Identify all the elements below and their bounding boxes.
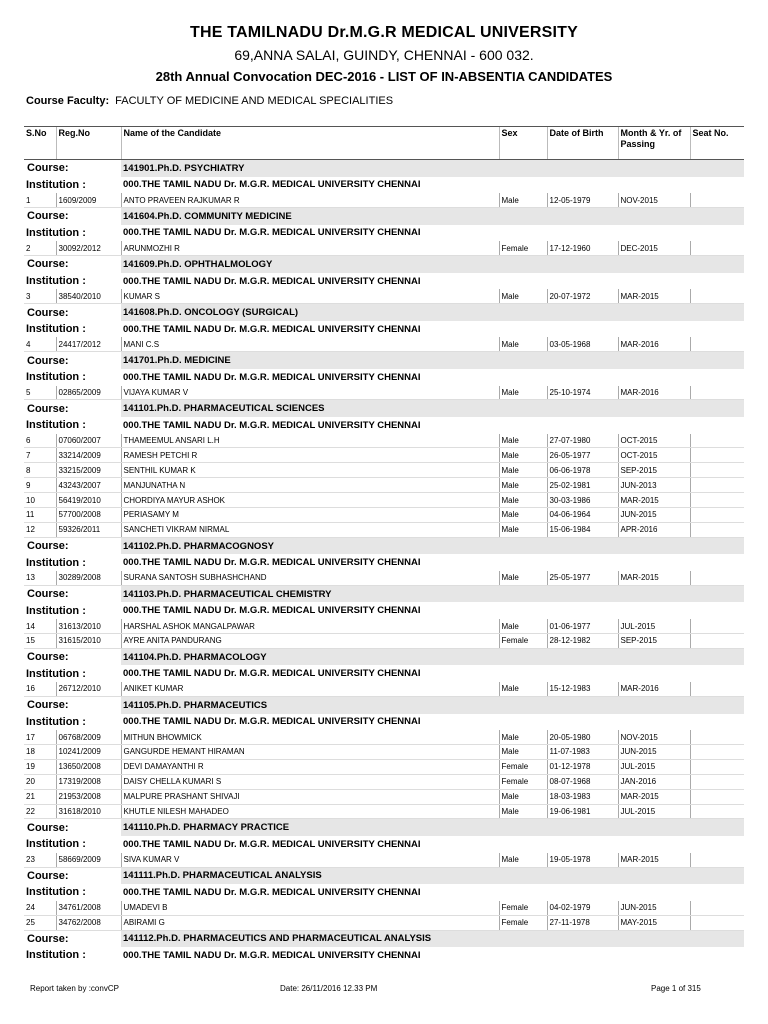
cell-sex: Female	[499, 759, 547, 774]
table-row	[24, 386, 744, 400]
table-row	[24, 804, 744, 819]
cell-dob: 08-07-1968	[547, 774, 618, 789]
cell-dob: 28-12-1982	[547, 633, 618, 648]
cell-sno: 23	[24, 853, 56, 867]
cell-name: GANGURDE HEMANT HIRAMAN	[121, 745, 499, 760]
cell-regno: 13650/2008	[56, 759, 121, 774]
institution-row	[24, 714, 744, 731]
cell-regno: 56419/2010	[56, 493, 121, 508]
course-label: Course:	[24, 585, 121, 602]
cell-seat	[690, 478, 744, 493]
table-row	[24, 478, 744, 493]
footer-page-number: Page 1 of 315	[651, 984, 701, 993]
table-row	[24, 193, 744, 207]
table-row	[24, 774, 744, 789]
institution-label: Institution :	[26, 275, 86, 288]
cell-seat	[690, 522, 744, 537]
institution-label: Institution :	[26, 886, 86, 899]
cell-passing: JUN-2015	[618, 745, 690, 760]
cell-sex: Female	[499, 774, 547, 789]
cell-passing: MAR-2015	[618, 789, 690, 804]
cell-passing: JUL-2015	[618, 759, 690, 774]
cell-sex: Male	[499, 571, 547, 585]
course-name: 141901.Ph.D. PSYCHIATRY	[121, 160, 744, 177]
institution-label: Institution :	[26, 371, 86, 384]
cell-dob: 25-10-1974	[547, 386, 618, 400]
cell-sex: Male	[499, 463, 547, 478]
cell-regno: 31618/2010	[56, 804, 121, 819]
cell-passing: MAR-2016	[618, 682, 690, 696]
institution-label: Institution :	[26, 323, 86, 336]
cell-seat	[690, 804, 744, 819]
cell-dob: 25-05-1977	[547, 571, 618, 585]
cell-regno: 59326/2011	[56, 522, 121, 537]
cell-passing: NOV-2015	[618, 730, 690, 744]
course-label: Course:	[24, 208, 121, 225]
cell-regno: 07060/2007	[56, 434, 121, 448]
table-body	[24, 160, 744, 964]
cell-name: SENTHIL KUMAR K	[121, 463, 499, 478]
cell-passing: MAR-2015	[618, 493, 690, 508]
institution-row	[24, 836, 744, 853]
cell-passing: MAR-2015	[618, 853, 690, 867]
cell-seat	[690, 337, 744, 351]
cell-seat	[690, 915, 744, 930]
cell-sno: 1	[24, 193, 56, 207]
course-name: 141110.Ph.D. PHARMACY PRACTICE	[121, 819, 744, 836]
table-row	[24, 508, 744, 523]
cell-sno: 19	[24, 759, 56, 774]
cell-dob: 06-06-1978	[547, 463, 618, 478]
course-name: 141103.Ph.D. PHARMACEUTICAL CHEMISTRY	[121, 585, 744, 602]
institution-label: Institution :	[26, 949, 86, 962]
cell-sno: 3	[24, 289, 56, 303]
institution-row	[24, 273, 744, 290]
table-row	[24, 289, 744, 303]
column-header-sex: Sex	[499, 127, 547, 160]
table-row	[24, 619, 744, 633]
cell-regno: 17319/2008	[56, 774, 121, 789]
table-row	[24, 448, 744, 463]
institution-name: 000.THE TAMIL NADU Dr. M.G.R. MEDICAL UNIVERSITY CHENNAI	[123, 275, 421, 287]
course-row	[24, 867, 744, 884]
cell-seat	[690, 193, 744, 207]
cell-dob: 18-03-1983	[547, 789, 618, 804]
cell-regno: 34761/2008	[56, 901, 121, 915]
cell-sex: Male	[499, 508, 547, 523]
table-row	[24, 730, 744, 744]
institution-label: Institution :	[26, 715, 86, 728]
column-header-seat: Seat No.	[690, 127, 744, 160]
course-label: Course:	[24, 256, 121, 273]
cell-name: PERIASAMY M	[121, 508, 499, 523]
cell-sex: Male	[499, 448, 547, 463]
cell-sno: 24	[24, 901, 56, 915]
institution-label: Institution :	[26, 419, 86, 432]
column-header-name: Name of the Candidate	[121, 127, 499, 160]
cell-seat	[690, 789, 744, 804]
table-row	[24, 463, 744, 478]
cell-dob: 26-05-1977	[547, 448, 618, 463]
cell-regno: 30289/2008	[56, 571, 121, 585]
institution-name: 000.THE TAMIL NADU Dr. M.G.R. MEDICAL UNIVERSITY CHENNAI	[123, 838, 421, 850]
cell-sno: 4	[24, 337, 56, 351]
cell-sno: 22	[24, 804, 56, 819]
course-row	[24, 256, 744, 273]
course-label: Course:	[24, 352, 121, 369]
course-row	[24, 304, 744, 321]
institution-label: Institution :	[26, 226, 86, 239]
cell-sex: Female	[499, 241, 547, 255]
cell-sno: 16	[24, 682, 56, 696]
cell-sno: 21	[24, 789, 56, 804]
cell-seat	[690, 463, 744, 478]
table-row	[24, 789, 744, 804]
cell-dob: 27-07-1980	[547, 434, 618, 448]
institution-row	[24, 321, 744, 338]
institution-row	[24, 225, 744, 242]
cell-name: DAISY CHELLA KUMARI S	[121, 774, 499, 789]
table-row	[24, 915, 744, 930]
cell-sno: 14	[24, 619, 56, 633]
cell-passing: SEP-2015	[618, 463, 690, 478]
cell-dob: 19-05-1978	[547, 853, 618, 867]
cell-seat	[690, 619, 744, 633]
cell-regno: 24417/2012	[56, 337, 121, 351]
cell-passing: MAY-2015	[618, 915, 690, 930]
table-row	[24, 901, 744, 915]
cell-sno: 5	[24, 386, 56, 400]
course-label: Course:	[24, 867, 121, 884]
institution-row	[24, 417, 744, 434]
cell-seat	[690, 633, 744, 648]
cell-name: THAMEEMUL ANSARI L.H	[121, 434, 499, 448]
cell-passing: MAR-2016	[618, 337, 690, 351]
cell-sex: Male	[499, 337, 547, 351]
table-row	[24, 745, 744, 760]
cell-dob: 04-02-1979	[547, 901, 618, 915]
cell-seat	[690, 774, 744, 789]
cell-dob: 20-05-1980	[547, 730, 618, 744]
course-row	[24, 648, 744, 665]
cell-regno: 10241/2009	[56, 745, 121, 760]
institution-label: Institution :	[26, 667, 86, 680]
course-name: 141608.Ph.D. ONCOLOGY (SURGICAL)	[121, 304, 744, 321]
course-label: Course:	[24, 930, 121, 947]
cell-sex: Male	[499, 522, 547, 537]
column-header-dob: Date of Birth	[547, 127, 618, 160]
cell-sex: Female	[499, 633, 547, 648]
cell-dob: 01-12-1978	[547, 759, 618, 774]
cell-sno: 8	[24, 463, 56, 478]
cell-regno: 21953/2008	[56, 789, 121, 804]
course-name: 141105.Ph.D. PHARMACEUTICS	[121, 696, 744, 713]
cell-sno: 12	[24, 522, 56, 537]
course-label: Course:	[24, 537, 121, 554]
cell-seat	[690, 289, 744, 303]
cell-regno: 34762/2008	[56, 915, 121, 930]
cell-name: DEVI DAMAYANTHI R	[121, 759, 499, 774]
cell-passing: MAR-2015	[618, 289, 690, 303]
cell-seat	[690, 448, 744, 463]
table-row	[24, 522, 744, 537]
cell-name: ABIRAMI G	[121, 915, 499, 930]
course-label: Course:	[24, 819, 121, 836]
cell-passing: JUL-2015	[618, 804, 690, 819]
cell-dob: 01-06-1977	[547, 619, 618, 633]
course-name: 141609.Ph.D. OPHTHALMOLOGY	[121, 256, 744, 273]
candidates-table	[24, 126, 744, 964]
institution-name: 000.THE TAMIL NADU Dr. M.G.R. MEDICAL UNIVERSITY CHENNAI	[123, 716, 421, 728]
cell-seat	[690, 508, 744, 523]
course-label: Course:	[24, 400, 121, 417]
cell-dob: 12-05-1979	[547, 193, 618, 207]
column-header-sno: S.No	[24, 127, 56, 160]
cell-dob: 27-11-1978	[547, 915, 618, 930]
cell-name: MANI C.S	[121, 337, 499, 351]
institution-name: 000.THE TAMIL NADU Dr. M.G.R. MEDICAL UNIVERSITY CHENNAI	[123, 371, 421, 383]
table-row	[24, 682, 744, 696]
university-address: 69,ANNA SALAI, GUINDY, CHENNAI - 600 032.	[234, 47, 534, 63]
cell-sex: Male	[499, 853, 547, 867]
university-title: THE TAMILNADU Dr.M.G.R MEDICAL UNIVERSITY	[189, 24, 579, 41]
cell-seat	[690, 386, 744, 400]
cell-passing: MAR-2016	[618, 386, 690, 400]
cell-seat	[690, 730, 744, 744]
cell-name: VIJAYA KUMAR V	[121, 386, 499, 400]
cell-sno: 17	[24, 730, 56, 744]
table-row	[24, 633, 744, 648]
institution-name: 000.THE TAMIL NADU Dr. M.G.R. MEDICAL UNIVERSITY CHENNAI	[123, 179, 421, 191]
institution-label: Institution :	[26, 838, 86, 851]
cell-regno: 31613/2010	[56, 619, 121, 633]
cell-sex: Female	[499, 901, 547, 915]
cell-seat	[690, 241, 744, 255]
institution-label: Institution :	[26, 556, 86, 569]
table-row	[24, 853, 744, 867]
course-name: 141604.Ph.D. COMMUNITY MEDICINE	[121, 208, 744, 225]
institution-name: 000.THE TAMIL NADU Dr. M.G.R. MEDICAL UNIVERSITY CHENNAI	[123, 668, 421, 680]
cell-sex: Male	[499, 478, 547, 493]
cell-dob: 03-05-1968	[547, 337, 618, 351]
cell-name: UMADEVI B	[121, 901, 499, 915]
cell-sno: 9	[24, 478, 56, 493]
cell-dob: 19-06-1981	[547, 804, 618, 819]
institution-row	[24, 947, 744, 964]
institution-row	[24, 177, 744, 194]
cell-dob: 25-02-1981	[547, 478, 618, 493]
cell-dob: 15-06-1984	[547, 522, 618, 537]
cell-sex: Male	[499, 434, 547, 448]
cell-dob: 17-12-1960	[547, 241, 618, 255]
course-name: 141102.Ph.D. PHARMACOGNOSY	[121, 537, 744, 554]
institution-name: 000.THE TAMIL NADU Dr. M.G.R. MEDICAL UNIVERSITY CHENNAI	[123, 605, 421, 617]
institution-name: 000.THE TAMIL NADU Dr. M.G.R. MEDICAL UNIVERSITY CHENNAI	[123, 227, 421, 239]
cell-regno: 31615/2010	[56, 633, 121, 648]
cell-sno: 10	[24, 493, 56, 508]
course-faculty-label: Course Faculty:	[26, 95, 110, 107]
course-row	[24, 585, 744, 602]
course-row	[24, 160, 744, 177]
cell-seat	[690, 493, 744, 508]
cell-sex: Male	[499, 193, 547, 207]
cell-name: MANJUNATHA N	[121, 478, 499, 493]
institution-row	[24, 665, 744, 682]
cell-seat	[690, 682, 744, 696]
course-label: Course:	[24, 160, 121, 177]
course-name: 141112.Ph.D. PHARMACEUTICS AND PHARMACEUTICAL ANALYSIS	[121, 930, 744, 947]
table-row	[24, 571, 744, 585]
course-name: 141111.Ph.D. PHARMACEUTICAL ANALYSIS	[121, 867, 744, 884]
footer-report-taken-by: Report taken by :convCP	[30, 984, 119, 993]
table-row	[24, 241, 744, 255]
cell-seat	[690, 853, 744, 867]
institution-name: 000.THE TAMIL NADU Dr. M.G.R. MEDICAL UNIVERSITY CHENNAI	[123, 419, 421, 431]
course-label: Course:	[24, 648, 121, 665]
cell-regno: 38540/2010	[56, 289, 121, 303]
cell-sno: 13	[24, 571, 56, 585]
cell-sex: Male	[499, 682, 547, 696]
cell-passing: OCT-2015	[618, 434, 690, 448]
institution-name: 000.THE TAMIL NADU Dr. M.G.R. MEDICAL UNIVERSITY CHENNAI	[123, 949, 421, 961]
cell-regno: 43243/2007	[56, 478, 121, 493]
course-name: 141104.Ph.D. PHARMACOLOGY	[121, 648, 744, 665]
table-header-row	[24, 127, 744, 160]
cell-sno: 6	[24, 434, 56, 448]
footer-date: Date: 26/11/2016 12.33 PM	[280, 984, 378, 993]
cell-name: SURANA SANTOSH SUBHASHCHAND	[121, 571, 499, 585]
cell-name: ARUNMOZHI R	[121, 241, 499, 255]
cell-sex: Male	[499, 386, 547, 400]
document-title: 28th Annual Convocation DEC-2016 - LIST OF IN-ABSENTIA CANDIDATES	[155, 69, 613, 84]
cell-dob: 20-07-1972	[547, 289, 618, 303]
course-row	[24, 208, 744, 225]
cell-name: SANCHETI VIKRAM NIRMAL	[121, 522, 499, 537]
course-row	[24, 537, 744, 554]
course-name: 141101.Ph.D. PHARMACEUTICAL SCIENCES	[121, 400, 744, 417]
cell-passing: MAR-2015	[618, 571, 690, 585]
cell-name: ANIKET KUMAR	[121, 682, 499, 696]
cell-passing: JUN-2015	[618, 901, 690, 915]
cell-sno: 18	[24, 745, 56, 760]
cell-sno: 2	[24, 241, 56, 255]
cell-regno: 06768/2009	[56, 730, 121, 744]
cell-seat	[690, 901, 744, 915]
cell-passing: NOV-2015	[618, 193, 690, 207]
course-faculty	[26, 95, 393, 107]
cell-sex: Male	[499, 804, 547, 819]
cell-regno: 57700/2008	[56, 508, 121, 523]
cell-passing: JUL-2015	[618, 619, 690, 633]
cell-sno: 25	[24, 915, 56, 930]
cell-regno: 33215/2009	[56, 463, 121, 478]
institution-label: Institution :	[26, 604, 86, 617]
institution-row	[24, 602, 744, 619]
cell-name: SIVA KUMAR V	[121, 853, 499, 867]
cell-seat	[690, 759, 744, 774]
institution-name: 000.THE TAMIL NADU Dr. M.G.R. MEDICAL UNIVERSITY CHENNAI	[123, 557, 421, 569]
column-header-passing: Month & Yr. of Passing	[618, 127, 690, 160]
cell-passing: JUN-2013	[618, 478, 690, 493]
cell-name: MITHUN BHOWMICK	[121, 730, 499, 744]
cell-sex: Male	[499, 730, 547, 744]
course-row	[24, 819, 744, 836]
institution-row	[24, 369, 744, 386]
cell-sno: 11	[24, 508, 56, 523]
course-row	[24, 400, 744, 417]
institution-label: Institution :	[26, 178, 86, 191]
cell-dob: 30-03-1986	[547, 493, 618, 508]
cell-regno: 26712/2010	[56, 682, 121, 696]
cell-sno: 20	[24, 774, 56, 789]
cell-sno: 15	[24, 633, 56, 648]
cell-regno: 1609/2009	[56, 193, 121, 207]
cell-regno: 58669/2009	[56, 853, 121, 867]
institution-row	[24, 884, 744, 901]
cell-passing: OCT-2015	[618, 448, 690, 463]
table-row	[24, 337, 744, 351]
cell-regno: 33214/2009	[56, 448, 121, 463]
cell-sex: Male	[499, 289, 547, 303]
cell-sex: Male	[499, 493, 547, 508]
course-faculty-value: FACULTY OF MEDICINE AND MEDICAL SPECIALITIES	[115, 95, 394, 107]
institution-row	[24, 554, 744, 571]
cell-sex: Male	[499, 619, 547, 633]
cell-name: KHUTLE NILESH MAHADEO	[121, 804, 499, 819]
column-header-regno: Reg.No	[56, 127, 121, 160]
cell-name: RAMESH PETCHI R	[121, 448, 499, 463]
institution-name: 000.THE TAMIL NADU Dr. M.G.R. MEDICAL UNIVERSITY CHENNAI	[123, 886, 421, 898]
cell-name: AYRE ANITA PANDURANG	[121, 633, 499, 648]
cell-name: ANTO PRAVEEN RAJKUMAR R	[121, 193, 499, 207]
course-name: 141701.Ph.D. MEDICINE	[121, 352, 744, 369]
cell-dob: 11-07-1983	[547, 745, 618, 760]
cell-passing: JUN-2015	[618, 508, 690, 523]
cell-seat	[690, 745, 744, 760]
cell-sno: 7	[24, 448, 56, 463]
cell-name: KUMAR S	[121, 289, 499, 303]
cell-passing: JAN-2016	[618, 774, 690, 789]
institution-name: 000.THE TAMIL NADU Dr. M.G.R. MEDICAL UNIVERSITY CHENNAI	[123, 323, 421, 335]
cell-passing: DEC-2015	[618, 241, 690, 255]
cell-regno: 02865/2009	[56, 386, 121, 400]
course-row	[24, 352, 744, 369]
cell-seat	[690, 571, 744, 585]
table-row	[24, 434, 744, 448]
cell-seat	[690, 434, 744, 448]
cell-name: CHORDIYA MAYUR ASHOK	[121, 493, 499, 508]
table-row	[24, 759, 744, 774]
cell-regno: 30092/2012	[56, 241, 121, 255]
cell-sex: Female	[499, 915, 547, 930]
course-row	[24, 930, 744, 947]
course-row	[24, 696, 744, 713]
cell-dob: 15-12-1983	[547, 682, 618, 696]
cell-passing: SEP-2015	[618, 633, 690, 648]
cell-sex: Male	[499, 789, 547, 804]
cell-name: HARSHAL ASHOK MANGALPAWAR	[121, 619, 499, 633]
cell-passing: APR-2016	[618, 522, 690, 537]
cell-sex: Male	[499, 745, 547, 760]
course-label: Course:	[24, 304, 121, 321]
course-label: Course:	[24, 696, 121, 713]
cell-dob: 04-06-1964	[547, 508, 618, 523]
cell-name: MALPURE PRASHANT SHIVAJI	[121, 789, 499, 804]
table-row	[24, 493, 744, 508]
